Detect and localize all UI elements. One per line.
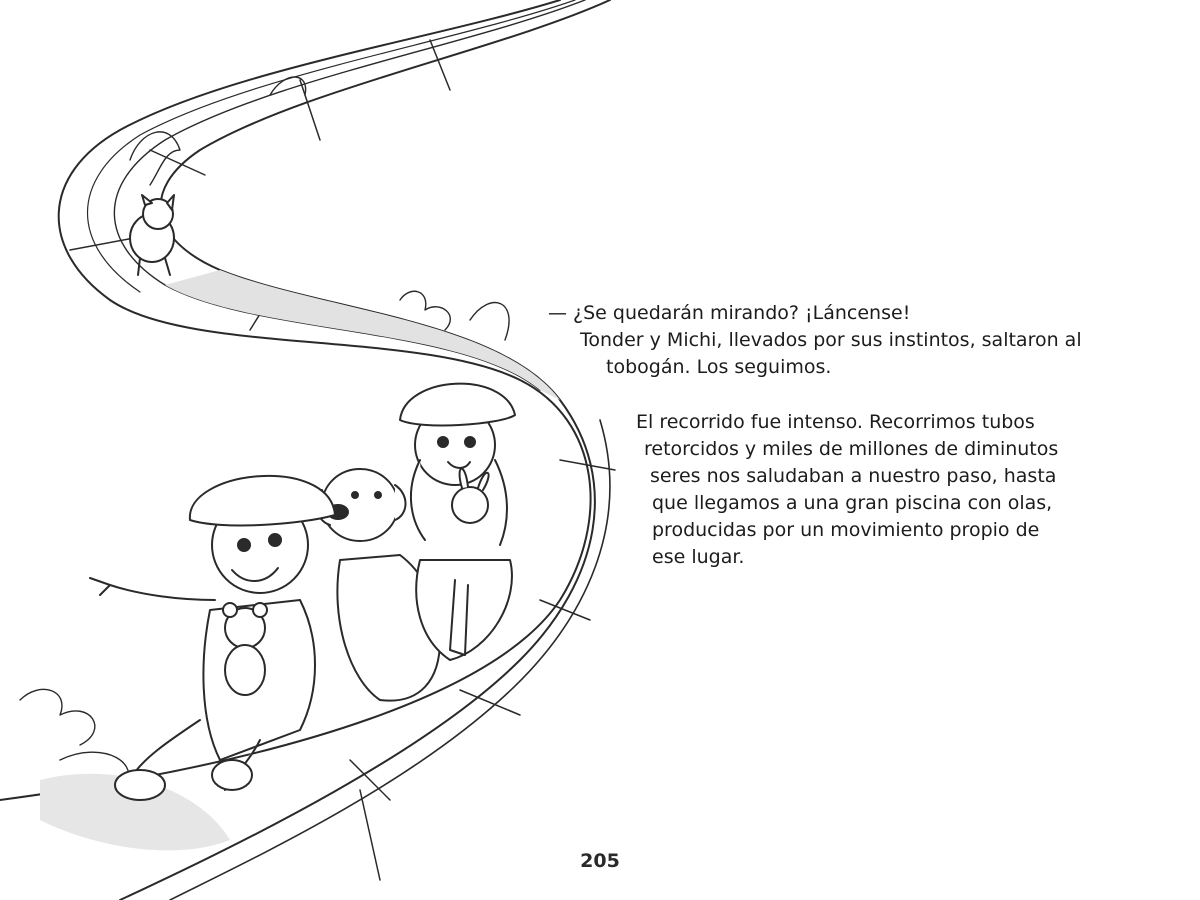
water-splash: [130, 132, 180, 185]
paragraph-line-2: retorcidos y miles de millones de diminutos: [644, 438, 1059, 460]
boy-figure: [90, 476, 335, 800]
dialogue-line-2: Tonder y Michi, llevados por sus instintos, saltaron al: [580, 329, 1082, 351]
slide-inner-rail: [114, 0, 585, 390]
water-stream: [165, 270, 560, 400]
paragraph-line-1: El recorrido fue intenso. Recorrimos tubos: [636, 411, 1035, 433]
page-number: 205: [580, 850, 620, 872]
bunny-toy: [452, 487, 488, 523]
paragraph-line-3: seres nos saludaban a nuestro paso, hasta: [650, 465, 1057, 487]
dialogue-line-1: — ¿Se quedarán mirando? ¡Láncense!: [548, 302, 911, 324]
paragraph-line-6: ese lugar.: [652, 546, 745, 568]
paragraph-line-4: que llegamos a una gran piscina con olas,: [652, 492, 1053, 514]
slide-outer-rail-2: [120, 0, 610, 900]
paragraph-line-5: producidas por un movimiento propio de: [652, 519, 1040, 541]
dialogue-line-3: tobogán. Los seguimos.: [606, 356, 832, 378]
